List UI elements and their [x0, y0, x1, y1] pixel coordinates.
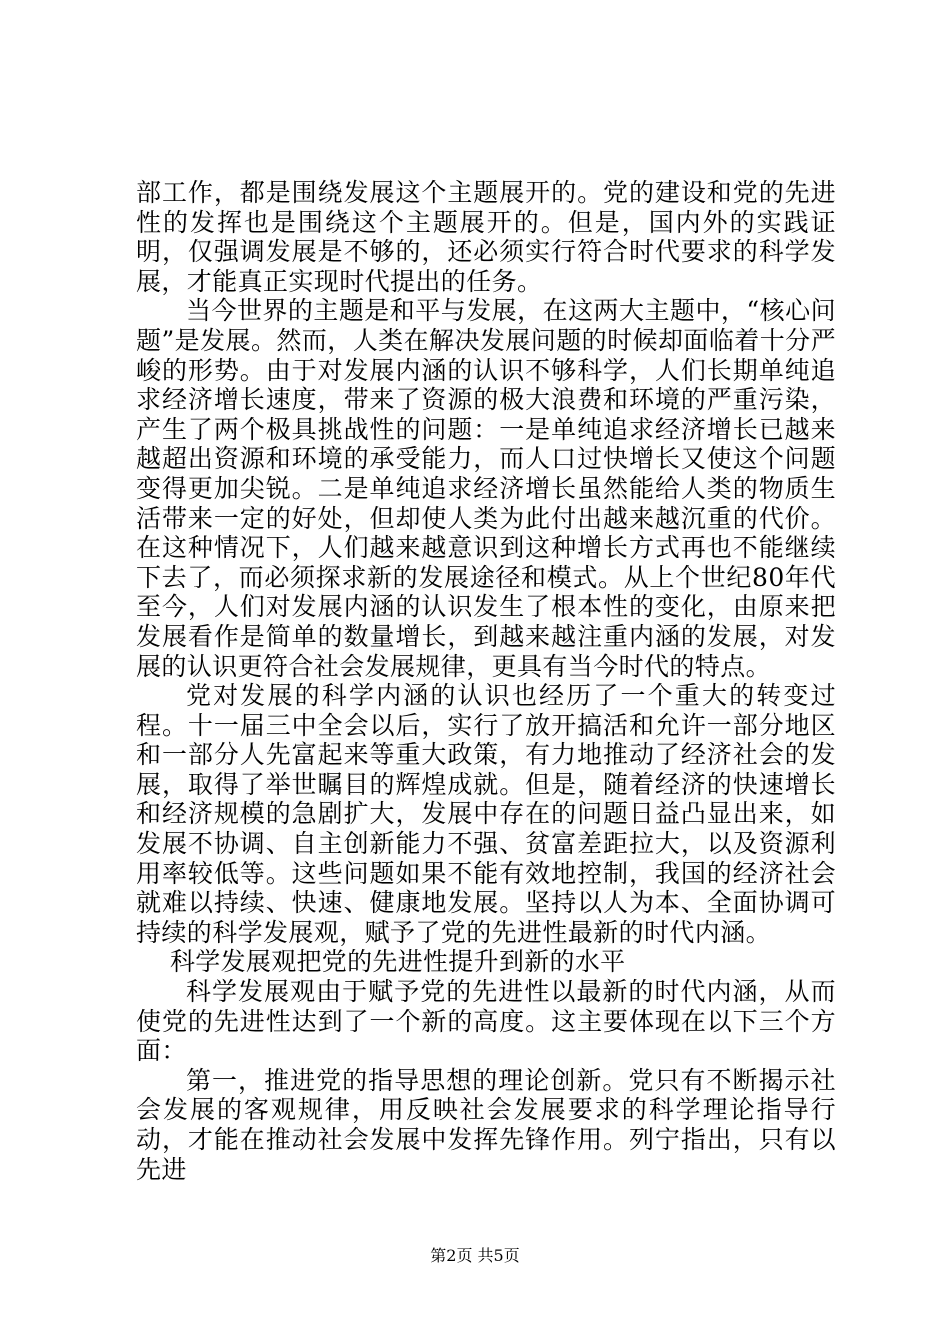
paragraph-continuation: 部工作，都是围绕发展这个主题展开的。党的建设和党的先进性的发挥也是围绕这个主题展开的。但是，国内外的实践证明，仅强调发展是不够的，还必须实行符合时代要求的科学发展，才能真正实现时代提出的任务。 [136, 178, 836, 296]
paragraph-new-height: 科学发展观由于赋予党的先进性以最新的时代内涵，从而使党的先进性达到了一个新的高度。这主要体现在以下三个方面： [136, 977, 836, 1066]
paragraph-party-understanding: 党对发展的科学内涵的认识也经历了一个重大的转变过程。十一届三中全会以后，实行了放开搞活和允许一部分地区和一部分人先富起来等重大政策，有力地推动了经济社会的发展，取得了举世瞩目的辉煌成就。但是，随着经济的快速增长和经济规模的急剧扩大，发展中存在的问题日益凸显出来，如发展不协调、自主创新能力不强、贫富差距拉大，以及资源利用率较低等。这些问题如果不能有效地控制，我国的经济社会就难以持续、快速、健康地发展。坚持以人为本、全面协调可持续的科学发展观，赋予了党的先进性最新的时代内涵。 [136, 681, 836, 947]
page-number-footer: 第2页 共5页 [430, 1246, 520, 1265]
section-heading: 科学发展观把党的先进性提升到新的水平 [170, 947, 626, 977]
body-text [136, 178, 836, 1184]
paragraph-world-theme: 当今世界的主题是和平与发展，在这两大主题中，“核心问题”是发展。然而，人类在解决发展问题的时候却面临着十分严峻的形势。由于对发展内涵的认识不够科学，人们长期单纯追求经济增长速度，带来了资源的极大浪费和环境的严重污染，产生了两个极具挑战性的问题：一是单纯追求经济增长已越来越超出资源和环境的承受能力，而人口过快增长又使这个问题变得更加尖锐。二是单纯追求经济增长虽然能给人类的物质生活带来一定的好处，但却使人类为此付出越来越沉重的代价。在这种情况下，人们越来越意识到这种增长方式再也不能继续下去了，而必须探求新的发展途径和模式。从上个世纪80年代至今，人们对发展内涵的认识发生了根本性的变化，由原来把发展看作是简单的数量增长，到越来越注重内涵的发展，对发展的认识更符合社会发展规律，更具有当今时代的特点。 [136, 296, 836, 681]
paragraph-first-point: 第一，推进党的指导思想的理论创新。党只有不断揭示社会发展的客观规律，用反映社会发展要求的科学理论指导行动，才能在推动社会发展中发挥先锋作用。列宁指出，只有以先进 [136, 1065, 836, 1184]
